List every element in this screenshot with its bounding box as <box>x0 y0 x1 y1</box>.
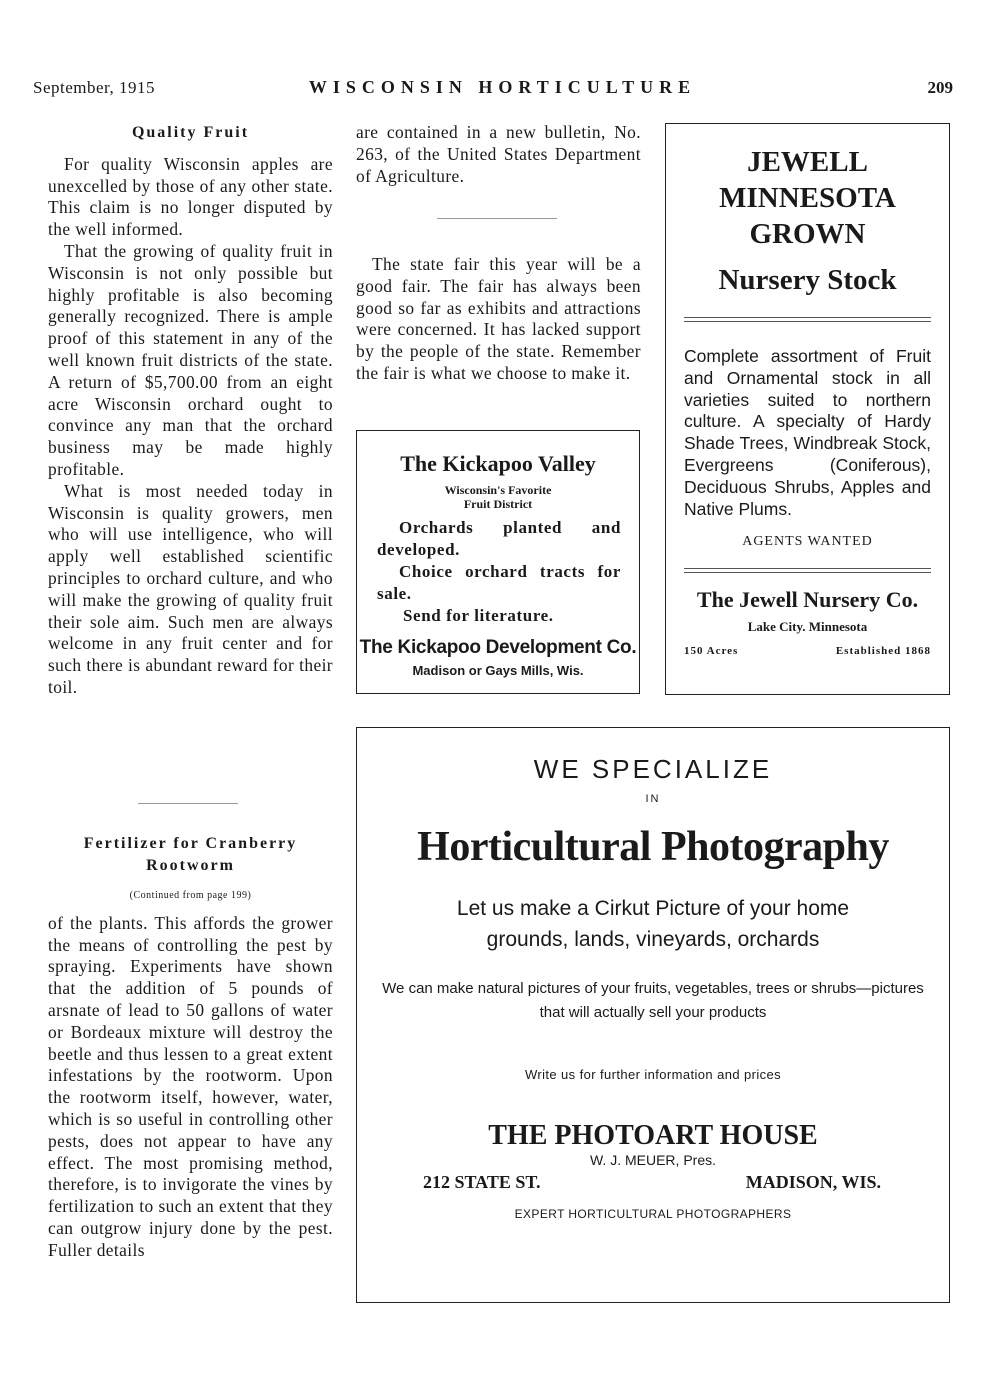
kickapoo-subtitle <box>357 483 639 511</box>
article2-body: of the plants. This affords the grower the means of controlling the pest by spraying. Experiments have shown that the addition of 5 pounds of arsnate of lead to 50 gallons of water or Bordeaux mixture will destroy the beetle and thus lessen to a great extent infestations by the rootworm. Upon the rootworm itself, however, water, which is so useful in controlling other pests, does not appear to have any effect. The most promising method, therefore, is to invigorate the vines by fertilization to such an extent that they can outgrow injury done by the pest. Fuller details <box>48 912 333 1260</box>
photoart-in: IN <box>645 793 661 805</box>
kickapoo-line3: Send for literature. <box>403 606 554 625</box>
article-title-quality-fruit: Quality Fruit <box>131 124 250 141</box>
jewell-title <box>666 144 949 252</box>
title-line: MINNESOTA <box>719 182 896 214</box>
photoart-body: We can make natural pictures of your fruits, vegetables, trees or shrubs—pictures that will actually sell your products <box>382 980 924 1021</box>
paragraph: That the growing of quality fruit in Wisconsin is not only possible but highly profitable is also becoming generally recognized. There is ample proof of this statement in any of the well known fruit districts of the state. A return of $5,700.00 from an eight acre Wisconsin orchard ought to convince any man that the orchard business may be made highly profitable. <box>48 240 333 479</box>
page-number: 209 <box>927 78 953 97</box>
paragraph: For quality Wisconsin apples are unexcelled by those of any other state. This claim is no longer disputed by the well informed. <box>48 153 333 240</box>
kickapoo-location: Madison or Gays Mills, Wis. <box>412 663 584 678</box>
kickapoo-line1: Orchards planted and developed. <box>377 518 621 559</box>
title-line: JEWELL <box>747 146 868 178</box>
left-column <box>48 122 333 699</box>
photoart-we-specialize: WE SPECIALIZE <box>533 754 773 784</box>
title-line: GROWN <box>749 218 866 250</box>
photoart-president: W. J. MEUER, Pres. <box>589 1152 716 1168</box>
jewell-ad <box>665 123 950 695</box>
kickapoo-title: The Kickapoo Valley <box>400 451 596 476</box>
jewell-company: The Jewell Nursery Co. <box>696 587 919 613</box>
jewell-acres: 150 Acres <box>684 645 739 658</box>
photoart-city: MADISON, WIS. <box>745 1172 881 1192</box>
kickapoo-ad <box>356 430 640 694</box>
jewell-body: Complete assortment of Fruit and Ornamental stock in all varieties suited to northern culture. A specialty of Hardy Shade Trees, Windbreak Stock, Evergreens (Coniferous), Deciduous Shrubs, Apples and Native Plums. <box>684 346 931 519</box>
photoart-address: 212 STATE ST. <box>423 1172 541 1192</box>
jewell-established: Established 1868 <box>835 645 931 658</box>
photoart-address-row <box>423 1172 881 1193</box>
photoart-headline: Horticultural Photography <box>417 824 889 870</box>
kickapoo-company: The Kickapoo Development Co. <box>359 637 637 658</box>
photoart-footer: EXPERT HORTICULTURAL PHOTOGRAPHERS <box>514 1207 792 1221</box>
photoart-ad <box>356 727 950 1303</box>
photoart-company: THE PHOTOART HOUSE <box>488 1120 818 1151</box>
middle-column <box>356 122 641 187</box>
divider <box>684 568 931 573</box>
state-fair-article <box>356 254 641 385</box>
continuation-text: are contained in a new bulletin, No. 263, of the United States Department of Agriculture. <box>356 122 641 186</box>
subtitle-line: Wisconsin's Favorite <box>444 483 552 497</box>
journal-title: WISCONSIN HORTICULTURE <box>308 77 697 97</box>
jewell-footer <box>684 645 931 657</box>
article-title-cranberry: Fertilizer for Cranberry Rootworm <box>83 835 298 874</box>
divider <box>138 803 238 804</box>
photoart-tagline: Let us make a Cirkut Picture of your home grounds, lands, vineyards, orchards <box>456 897 850 951</box>
photoart-write-us: Write us for further information and prices <box>524 1067 782 1082</box>
paragraph: What is most needed today in Wisconsin is quality growers, men who will use intelligence, who will apply well established scientific principles to orchard culture, and who will make the growing of quality fruit their sole aim. Such men are always welcome in any fruit center and for such there is abundant reward for their toil. <box>48 480 333 697</box>
jewell-location: Lake City. Minnesota <box>747 619 868 635</box>
continued-note: (Continued from page 199) <box>129 890 252 901</box>
jewell-agents: AGENTS WANTED <box>742 534 873 550</box>
divider <box>684 317 931 322</box>
issue-date: September, 1915 <box>33 78 156 97</box>
subtitle-line: Fruit District <box>463 497 533 511</box>
state-fair-text: The state fair this year will be a good fair. The fair has always been good so far as exhibits and attractions were concerned. It has lacked support by the people of the state. Remember the fair is what we choose to make it. <box>356 254 641 383</box>
jewell-subtitle: Nursery Stock <box>718 264 897 296</box>
divider <box>437 218 557 219</box>
left-column-article2 <box>48 833 333 1262</box>
kickapoo-line2: Choice orchard tracts for sale. <box>377 562 621 603</box>
